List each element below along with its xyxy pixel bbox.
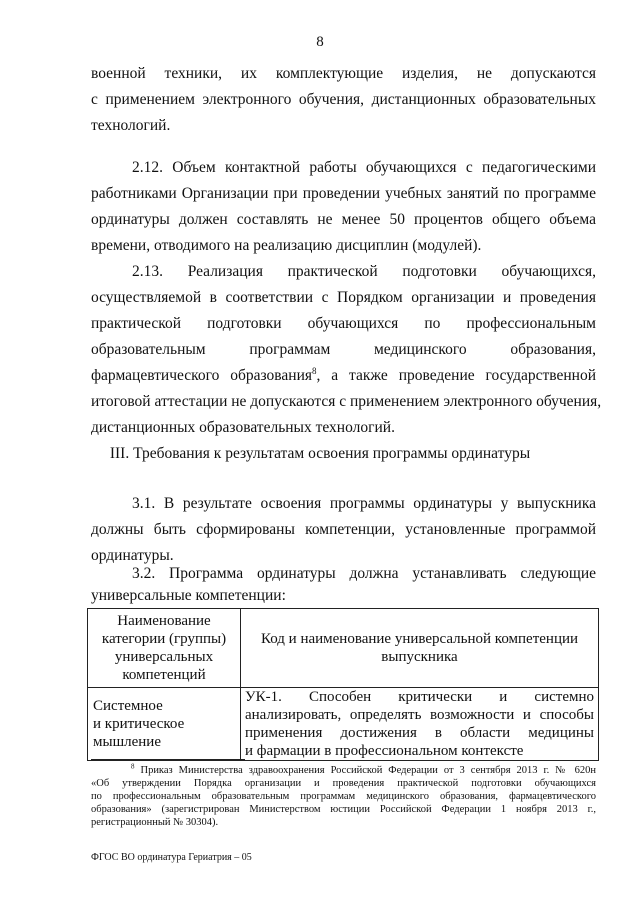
- competence-table: [87, 608, 599, 761]
- competence-line: применения достижения в области медицины: [245, 725, 594, 741]
- header-category-line: Наименование: [117, 613, 211, 629]
- paragraph-2-line-3: ординатуры должен составлять не менее 50 процентов общего объема: [91, 211, 596, 228]
- footnote-reference: 8: [312, 365, 317, 376]
- category-line: мышление: [93, 734, 161, 750]
- paragraph-1-line-1: военной техники, их комплектующие изделия, не допускаются: [91, 65, 596, 82]
- paragraph-3-line-2: осуществляемой в соответствии с Порядком организации и проведения: [91, 289, 596, 306]
- paragraph-3-line-6: итоговой аттестации не допускаются с применением электронного обучения,: [91, 393, 602, 410]
- footnote-line-2: «Об утверждении Порядка организации и проведения практической подготовки обучающихся: [91, 778, 596, 789]
- header-category-cell: [88, 609, 241, 688]
- table-header-row: [88, 609, 599, 688]
- paragraph-3-line-3: практической подготовки обучающихся по профессиональным: [91, 315, 596, 332]
- header-category-line: категории (группы): [101, 631, 227, 647]
- footnote-line-5: регистрационный № 30304).: [91, 817, 219, 828]
- paragraph-4-line-3: ординатуры.: [91, 547, 174, 564]
- paragraph-4-line-2: должны быть сформированы компетенции, установленные программой: [91, 521, 596, 538]
- category-line: и критическое: [93, 716, 185, 732]
- paragraph-2-line-2: работниками Организации при проведении учебных занятий по программе: [91, 185, 596, 202]
- table-row: [88, 688, 599, 761]
- page-number: 8: [316, 34, 324, 50]
- footnote-divider: [91, 759, 245, 760]
- page-footer: ФГОС ВО ординатура Гериатрия – 05: [91, 852, 252, 863]
- paragraph-3-line-5-end: , а также проведение государственной: [316, 367, 596, 384]
- section-heading: III. Требования к результатам освоения программы ординатуры: [109, 445, 531, 462]
- paragraph-1-line-3: технологий.: [91, 117, 171, 134]
- category-cell: [88, 688, 241, 761]
- footnote-number: 8: [131, 762, 135, 771]
- competence-cell: [241, 688, 599, 761]
- footnote-line-4: образования» (зарегистрирован Министерством юстиции Российской Федерации 1 ноября 2013 г.,: [91, 804, 596, 815]
- paragraph-5-line-1: 3.2. Программа ординатуры должна устанавливать следующие: [132, 565, 596, 582]
- header-category-line: компетенций: [122, 667, 206, 683]
- footnote-line-1: [131, 762, 596, 778]
- paragraph-3-line-5: [91, 366, 596, 386]
- footnote-line-3: по профессиональным образовательным программам медицинского образования, фармацевтического: [91, 791, 596, 802]
- paragraph-2-line-1: 2.12. Объем контактной работы обучающихся с педагогическими: [132, 159, 596, 176]
- paragraph-1-line-2: с применением электронного обучения, дистанционных образовательных: [91, 91, 596, 108]
- paragraph-3-line-7: дистанционных образовательных технологий.: [91, 419, 395, 436]
- paragraph-4-line-1: 3.1. В результате освоения программы ординатуры у выпускника: [132, 495, 596, 512]
- header-competence-cell: [241, 609, 599, 688]
- footnote-line-1-text: Приказ Министерства здравоохранения Российской Федерации от 3 сентября 2013 г. № 620н: [140, 765, 596, 776]
- competence-line: УК-1. Способен критически и системно: [245, 689, 594, 705]
- paragraph-5-line-2: универсальные компетенции:: [91, 587, 286, 604]
- header-competence-line: Код и наименование универсальной компетенции: [260, 631, 579, 647]
- competence-line: и фармации в профессиональном контексте: [245, 743, 524, 759]
- paragraph-3-line-1: 2.13. Реализация практической подготовки обучающихся,: [132, 263, 596, 280]
- paragraph-3-line-5-start: фармацевтического образования: [91, 367, 313, 384]
- competence-line: анализировать, определять возможности и способы: [245, 707, 594, 723]
- paragraph-2-line-4: времени, отводимого на реализацию дисциплин (модулей).: [91, 237, 482, 254]
- category-line: Системное: [93, 698, 163, 714]
- paragraph-3-line-4: образовательным программам медицинского образования,: [91, 341, 596, 358]
- header-category-line: универсальных: [114, 649, 214, 665]
- header-competence-line: выпускника: [381, 649, 458, 665]
